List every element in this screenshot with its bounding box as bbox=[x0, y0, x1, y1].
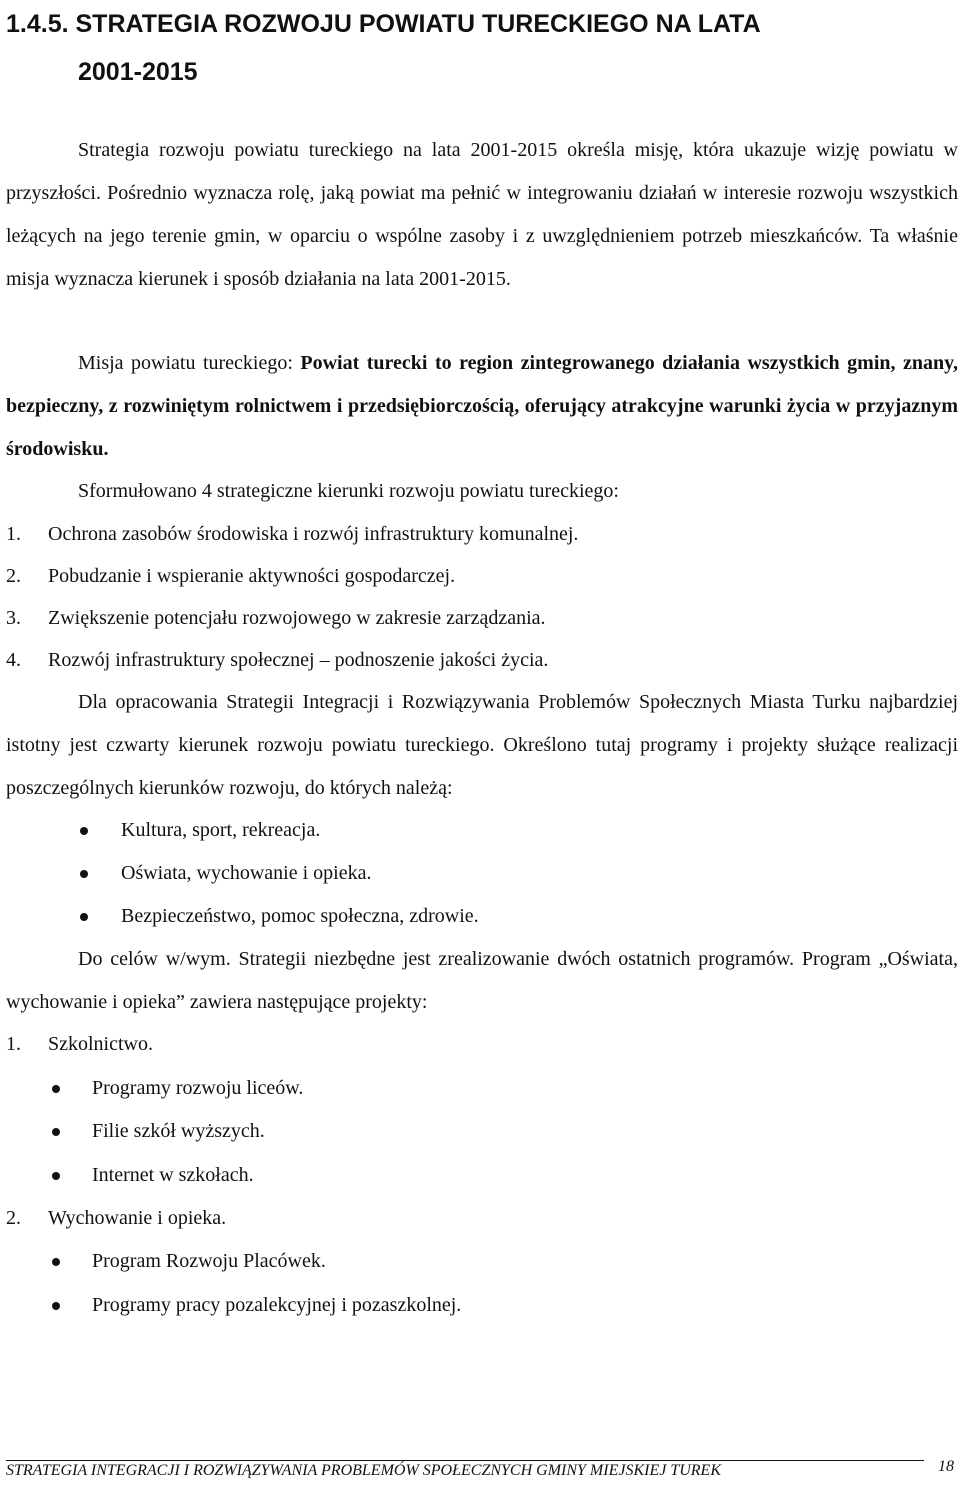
direction-item bbox=[6, 597, 546, 640]
mission-paragraph bbox=[6, 342, 958, 471]
direction-item bbox=[6, 555, 455, 598]
program-item bbox=[80, 809, 320, 852]
intro-text: Strategia rozwoju powiatu tureckiego na lata 2001-2015 określa misję, która ukazuje wizję powiatu w przyszłości. Pośrednio wyznacza rolę, jaką powiat ma pełnić w integrowaniu działań w interesie rozwoju wszystkich leżących na jego terenie gmin, w oparciu o wspólne zasoby i z uwzględnieniem potrzeb mieszkańców. Ta właśnie misja wyznacza kierunek i sposób działania na lata 2001-2015. bbox=[6, 139, 958, 290]
strategy-paragraph bbox=[6, 681, 958, 810]
direction-number: 3. bbox=[6, 607, 21, 629]
direction-item bbox=[6, 513, 578, 556]
direction-text: Ochrona zasobów środowiska i rozwój infrastruktury komunalnej. bbox=[48, 523, 579, 545]
bullet-icon bbox=[52, 1128, 60, 1136]
project-heading bbox=[6, 1197, 226, 1240]
bullet-icon bbox=[80, 913, 88, 921]
project-title: Wychowanie i opieka. bbox=[48, 1207, 227, 1229]
direction-number: 4. bbox=[6, 649, 21, 671]
directions-intro: Sformułowano 4 strategiczne kierunki rozwoju powiatu tureckiego: bbox=[78, 480, 619, 502]
project-item-text: Filie szkół wyższych. bbox=[92, 1120, 265, 1142]
direction-item bbox=[6, 639, 548, 682]
section-title-line1: 1.4.5. STRATEGIA ROZWOJU POWIATU TURECKIEGO NA LATA bbox=[6, 10, 761, 38]
intro-paragraph bbox=[6, 129, 958, 301]
section-title-line2: 2001-2015 bbox=[78, 58, 198, 86]
bullet-icon bbox=[52, 1302, 60, 1310]
project-number: 2. bbox=[6, 1207, 21, 1229]
bullet-icon bbox=[80, 870, 88, 878]
bullet-icon bbox=[52, 1085, 60, 1093]
direction-text: Pobudzanie i wspieranie aktywności gospodarczej. bbox=[48, 565, 456, 587]
goals-text: Do celów w/wym. Strategii niezbędne jest zrealizowanie dwóch ostatnich programów. Program „Oświata, wychowanie i opieka” zawiera następujące projekty: bbox=[6, 948, 958, 1013]
project-item-text: Programy rozwoju liceów. bbox=[92, 1077, 304, 1099]
project-item bbox=[52, 1154, 254, 1197]
goals-paragraph bbox=[6, 938, 958, 1024]
project-item bbox=[52, 1240, 326, 1283]
program-text: Bezpieczeństwo, pomoc społeczna, zdrowie. bbox=[121, 905, 479, 927]
project-title: Szkolnictwo. bbox=[48, 1033, 153, 1055]
project-item-text: Program Rozwoju Placówek. bbox=[92, 1250, 326, 1272]
project-item bbox=[52, 1284, 461, 1327]
footer-divider bbox=[6, 1460, 924, 1461]
direction-number: 1. bbox=[6, 523, 21, 545]
program-item bbox=[80, 852, 371, 895]
project-item-text: Programy pracy pozalekcyjnej i pozaszkolnej. bbox=[92, 1294, 462, 1316]
direction-text: Zwiększenie potencjału rozwojowego w zakresie zarządzania. bbox=[48, 607, 546, 629]
strategy-text: Dla opracowania Strategii Integracji i Rozwiązywania Problemów Społecznych Miasta Turku najbardziej istotny jest czwarty kierunek rozwoju powiatu tureckiego. Określono tutaj programy i projekty służące realizacji poszczególnych kierunków rozwoju, do których należą: bbox=[6, 691, 958, 799]
project-item bbox=[52, 1067, 303, 1110]
bullet-icon bbox=[52, 1172, 60, 1180]
page-number: 18 bbox=[938, 1458, 954, 1475]
program-text: Oświata, wychowanie i opieka. bbox=[121, 862, 372, 884]
direction-text: Rozwój infrastruktury społecznej – podnoszenie jakości życia. bbox=[48, 649, 549, 671]
program-item bbox=[80, 895, 479, 938]
section-heading bbox=[6, 0, 946, 96]
project-item bbox=[52, 1110, 265, 1153]
project-heading bbox=[6, 1023, 153, 1066]
project-number: 1. bbox=[6, 1033, 21, 1055]
footer-title: STRATEGIA INTEGRACJI I ROZWIĄZYWANIA PROBLEMÓW SPOŁECZNYCH GMINY MIEJSKIEJ TUREK bbox=[6, 1462, 721, 1479]
bullet-icon bbox=[52, 1258, 60, 1266]
direction-number: 2. bbox=[6, 565, 21, 587]
mission-statement: Powiat turecki to region zintegrowanego działania wszystkich gmin, znany, bezpieczny, z rozwiniętym rolnictwem i przedsiębiorczością, oferujący atrakcyjne warunki życia w przyjaznym środowisku. bbox=[6, 352, 958, 460]
project-item-text: Internet w szkołach. bbox=[92, 1164, 254, 1186]
mission-lead: Misja powiatu tureckiego: bbox=[78, 352, 301, 374]
bullet-icon bbox=[80, 827, 88, 835]
program-text: Kultura, sport, rekreacja. bbox=[121, 819, 321, 841]
